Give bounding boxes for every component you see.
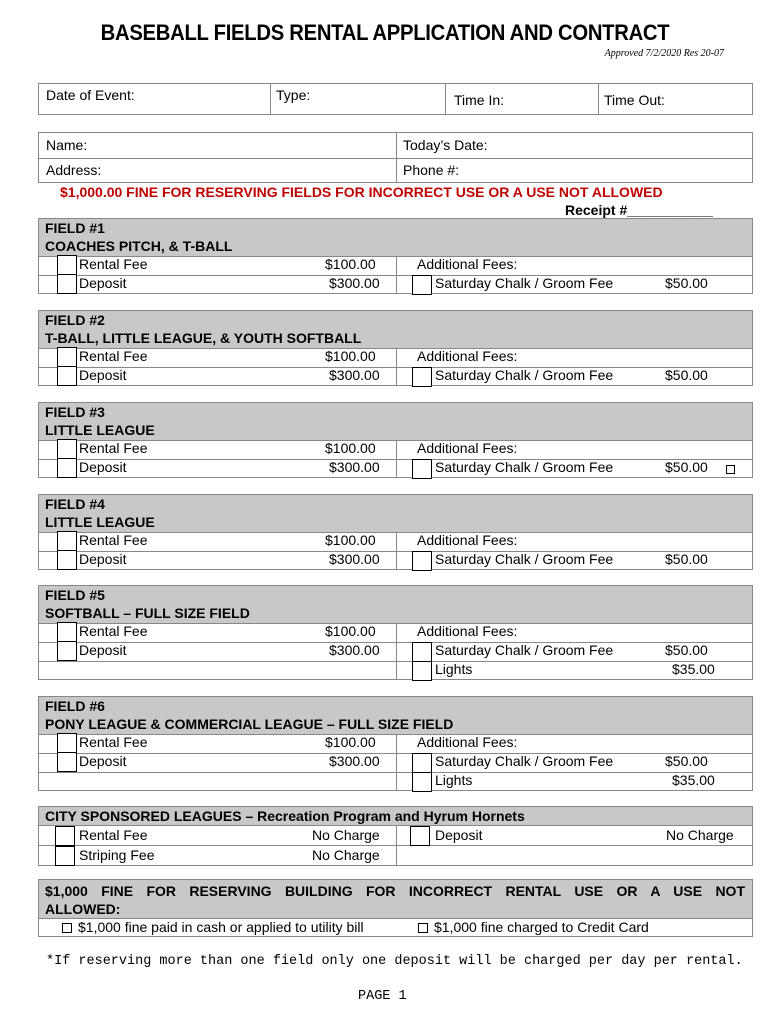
chalk-fee-label: Saturday Chalk / Groom Fee (435, 642, 614, 658)
lights-price: $35.00 (672, 661, 715, 677)
city-rental-label: Rental Fee (79, 827, 148, 843)
field-title: FIELD #2 (45, 312, 105, 328)
deposit-price: $300.00 (329, 275, 380, 291)
rental-fee-checkbox[interactable] (57, 622, 77, 642)
chalk-fee-price: $50.00 (665, 753, 708, 769)
rental-fee-checkbox[interactable] (57, 531, 77, 551)
receipt-number[interactable]: Receipt #___________ (565, 202, 713, 218)
chalk-fee-price: $50.00 (665, 275, 708, 291)
time-in-field[interactable]: Time In: (454, 92, 505, 108)
fine-card-checkbox[interactable] (418, 923, 428, 933)
rental-fee-checkbox[interactable] (57, 439, 77, 459)
chalk-fee-label: Saturday Chalk / Groom Fee (435, 459, 614, 475)
rental-fee-label: Rental Fee (79, 623, 148, 639)
chalk-fee-checkbox[interactable] (412, 753, 432, 773)
type-field[interactable]: Type: (276, 87, 311, 103)
chalk-fee-checkbox[interactable] (412, 367, 432, 387)
rental-fee-checkbox[interactable] (57, 733, 77, 753)
rental-fee-price: $100.00 (325, 734, 376, 750)
approval-note: Approved 7/2/2020 Res 20-07 (604, 48, 724, 59)
chalk-fee-checkbox[interactable] (412, 551, 432, 571)
additional-fees-label: Additional Fees: (417, 440, 518, 456)
city-deposit-price: No Charge (666, 827, 734, 843)
deposit-label: Deposit (79, 642, 127, 658)
deposit-price: $300.00 (329, 551, 380, 567)
chalk-fee-label: Saturday Chalk / Groom Fee (435, 275, 614, 291)
city-striping-price: No Charge (312, 847, 380, 863)
rental-fee-label: Rental Fee (79, 440, 148, 456)
city-rental-checkbox[interactable] (55, 826, 75, 846)
rental-fee-checkbox[interactable] (57, 347, 77, 367)
deposit-label: Deposit (79, 275, 127, 291)
todays-date-field[interactable]: Today’s Date: (403, 137, 488, 153)
lights-checkbox[interactable] (412, 772, 432, 792)
extra-checkbox[interactable] (726, 465, 735, 474)
deposit-checkbox[interactable] (57, 550, 77, 570)
chalk-fee-price: $50.00 (665, 642, 708, 658)
city-striping-label: Striping Fee (79, 847, 155, 863)
fine-cash-checkbox[interactable] (62, 923, 72, 933)
date-of-event-field[interactable]: Date of Event: (46, 87, 135, 103)
lights-price: $35.00 (672, 772, 715, 788)
field-title: FIELD #1 (45, 220, 105, 236)
fine-cash-label: $1,000 fine paid in cash or applied to utility bill (78, 919, 364, 935)
additional-fees-label: Additional Fees: (417, 532, 518, 548)
additional-fees-label: Additional Fees: (417, 256, 518, 272)
time-out-field[interactable]: Time Out: (604, 92, 665, 108)
rental-fee-price: $100.00 (325, 532, 376, 548)
field-title: FIELD #6 (45, 698, 105, 714)
chalk-fee-price: $50.00 (665, 459, 708, 475)
field-subtitle: COACHES PITCH, & T-BALL (45, 238, 233, 254)
deposit-checkbox[interactable] (57, 366, 77, 386)
rental-fee-price: $100.00 (325, 440, 376, 456)
city-striping-checkbox[interactable] (55, 846, 75, 866)
deposit-price: $300.00 (329, 459, 380, 475)
deposit-label: Deposit (79, 753, 127, 769)
rental-fee-label: Rental Fee (79, 734, 148, 750)
rental-fee-label: Rental Fee (79, 532, 148, 548)
fine-card-label: $1,000 fine charged to Credit Card (434, 919, 649, 935)
chalk-fee-checkbox[interactable] (412, 459, 432, 479)
deposit-label: Deposit (79, 367, 127, 383)
deposit-price: $300.00 (329, 753, 380, 769)
phone-field[interactable]: Phone #: (403, 162, 460, 178)
city-rental-price: No Charge (312, 827, 380, 843)
page-number: PAGE 1 (358, 989, 407, 1004)
deposit-checkbox[interactable] (57, 641, 77, 661)
chalk-fee-label: Saturday Chalk / Groom Fee (435, 753, 614, 769)
deposit-price: $300.00 (329, 642, 380, 658)
chalk-fee-checkbox[interactable] (412, 275, 432, 295)
lights-label: Lights (435, 661, 473, 677)
deposit-checkbox[interactable] (57, 274, 77, 294)
deposit-price: $300.00 (329, 367, 380, 383)
field-title: FIELD #5 (45, 587, 105, 603)
field-title: FIELD #3 (45, 404, 105, 420)
contact-block (38, 132, 753, 183)
chalk-fee-price: $50.00 (665, 551, 708, 567)
building-fine-title: $1,000 FINE FOR RESERVING BUILDING FOR INCORRECT RENTAL USE OR A USE NOT ALLOWED: (45, 883, 745, 917)
rental-fee-label: Rental Fee (79, 348, 148, 364)
name-field[interactable]: Name: (46, 137, 88, 153)
chalk-fee-label: Saturday Chalk / Groom Fee (435, 551, 614, 567)
rental-fee-label: Rental Fee (79, 256, 148, 272)
city-deposit-checkbox[interactable] (410, 826, 430, 846)
fine-card-option[interactable] (418, 919, 649, 935)
city-sponsored-title: CITY SPONSORED LEAGUES – Recreation Program and Hyrum Hornets (45, 808, 525, 824)
lights-label: Lights (435, 772, 473, 788)
field-subtitle: PONY LEAGUE & COMMERCIAL LEAGUE – FULL SIZE FIELD (45, 716, 454, 732)
field-subtitle: T-BALL, LITTLE LEAGUE, & YOUTH SOFTBALL (45, 330, 362, 346)
additional-fees-label: Additional Fees: (417, 348, 518, 364)
fine-notice: $1,000.00 FINE FOR RESERVING FIELDS FOR INCORRECT USE OR A USE NOT ALLOWED (60, 184, 663, 200)
field-subtitle: LITTLE LEAGUE (45, 514, 155, 530)
field-subtitle: LITTLE LEAGUE (45, 422, 155, 438)
additional-fees-label: Additional Fees: (417, 734, 518, 750)
chalk-fee-price: $50.00 (665, 367, 708, 383)
rental-fee-checkbox[interactable] (57, 255, 77, 275)
rental-fee-price: $100.00 (325, 623, 376, 639)
rental-fee-price: $100.00 (325, 348, 376, 364)
additional-fees-label: Additional Fees: (417, 623, 518, 639)
deposit-checkbox[interactable] (57, 458, 77, 478)
city-deposit-label: Deposit (435, 827, 483, 843)
field-title: FIELD #4 (45, 496, 105, 512)
footnote: *If reserving more than one field only one deposit will be charged per day per rental. (46, 954, 743, 969)
field-subtitle: SOFTBALL – FULL SIZE FIELD (45, 605, 250, 621)
deposit-label: Deposit (79, 551, 127, 567)
rental-fee-price: $100.00 (325, 256, 376, 272)
chalk-fee-label: Saturday Chalk / Groom Fee (435, 367, 614, 383)
chalk-fee-checkbox[interactable] (412, 642, 432, 662)
address-field[interactable]: Address: (46, 162, 102, 178)
fine-cash-option[interactable] (62, 919, 364, 935)
document-title: BASEBALL FIELDS RENTAL APPLICATION AND CONTRACT (100, 20, 670, 45)
lights-checkbox[interactable] (412, 661, 432, 681)
deposit-label: Deposit (79, 459, 127, 475)
deposit-checkbox[interactable] (57, 752, 77, 772)
